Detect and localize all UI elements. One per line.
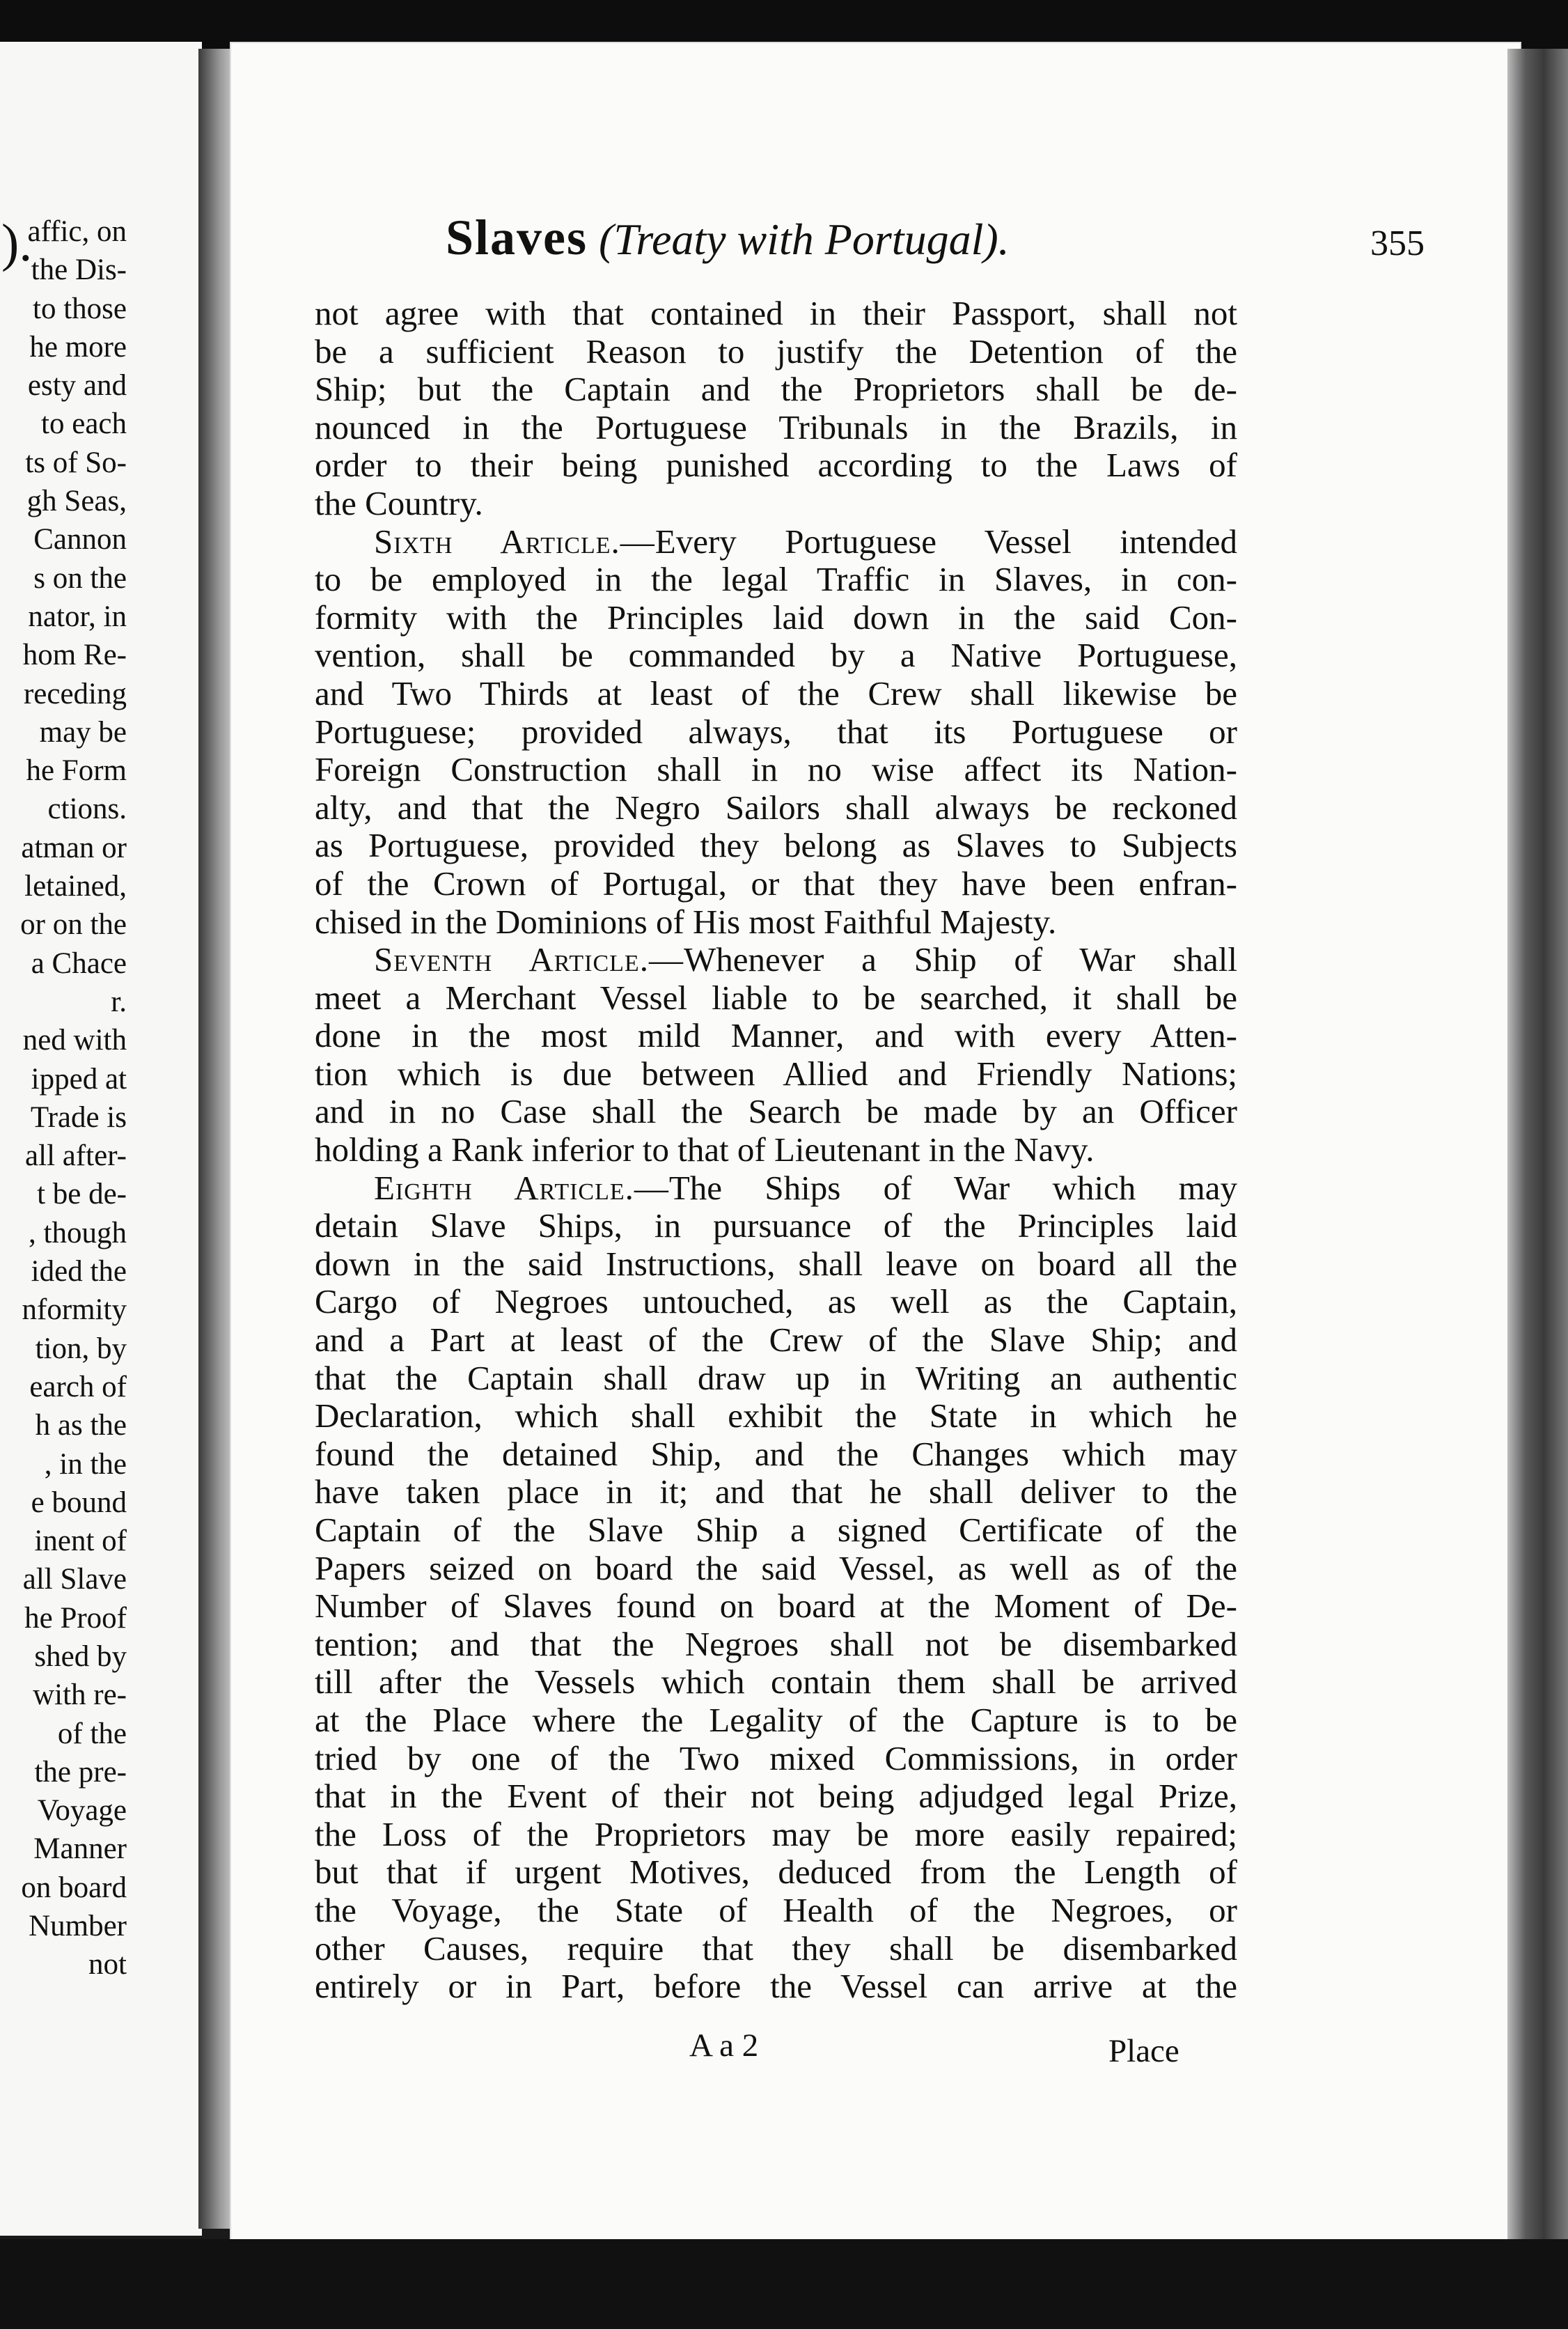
text-line: but that if urgent Motives, deduced from the Length of	[315, 1853, 1237, 1892]
left-page-line: the Dis-	[31, 254, 127, 287]
text-line: chised in the Dominions of His most Faithful Majesty.	[315, 902, 1057, 941]
left-page-line: receding	[23, 677, 127, 710]
left-page-line: ts of So-	[25, 446, 127, 479]
page-edge	[1507, 49, 1568, 2250]
text-line: be a sufficient Reason to justify the Detention of the	[315, 332, 1237, 371]
catchword: Place	[1108, 2033, 1179, 2069]
text-line: Number of Slaves found on board at the Moment of De-	[315, 1587, 1237, 1626]
text-line: Foreign Construction shall in no wise affect its Nation-	[315, 750, 1237, 789]
text-line: that in the Event of their not being adjudged legal Prize,	[315, 1777, 1237, 1816]
text-line: not agree with that contained in their Passport, shall not	[315, 294, 1237, 332]
left-page-line: he more	[29, 330, 127, 364]
text-line: and a Part at least of the Crew of the Slave Ship; and	[315, 1321, 1237, 1360]
text-line: done in the most mild Manner, and with every Atten-	[315, 1016, 1237, 1055]
text-line: formity with the Principles laid down in the said Con-	[315, 598, 1237, 637]
text-line: the Country.	[315, 483, 483, 522]
text-line: Portuguese; provided always, that its Portuguese or	[315, 712, 1237, 751]
text-line: detain Slave Ships, in pursuance of the Principles laid	[315, 1206, 1237, 1245]
scan-bottom-border	[0, 2239, 1568, 2329]
left-page-line: ctions.	[47, 793, 127, 826]
left-page-line: letained,	[24, 870, 127, 903]
left-page-line: to those	[33, 292, 127, 325]
left-page-line: tion, by	[35, 1332, 127, 1365]
text-line: found the detained Ship, and the Changes which may	[315, 1434, 1237, 1473]
text-line: till after the Vessels which contain them shall be arrived	[315, 1662, 1237, 1701]
left-page-line: ided the	[31, 1255, 127, 1288]
text-line: the Voyage, the State of Health of the Negroes, or	[315, 1890, 1237, 1929]
left-page-bracket: ).	[1, 214, 33, 272]
text-line: nounced in the Portuguese Tribunals in the Brazils, in	[315, 407, 1237, 446]
left-page-line: a Chace	[31, 947, 127, 980]
left-page-line: all Slave	[22, 1563, 127, 1596]
left-page-line: shed by	[34, 1639, 127, 1673]
left-page-line: t be de-	[37, 1178, 127, 1211]
left-page-line: hom Re-	[22, 639, 127, 672]
text-line: Ship; but the Captain and the Proprietors shall be de-	[315, 370, 1237, 409]
left-page-line: Manner	[33, 1832, 127, 1866]
running-title: Slaves	[446, 210, 588, 265]
running-header	[446, 209, 1010, 267]
left-page-line: h as the	[35, 1409, 127, 1442]
left-page-line: s on the	[33, 561, 127, 595]
text-line: to be employed in the legal Traffic in Slaves, in con-	[315, 560, 1237, 599]
text-line: Captain of the Slave Ship a signed Certificate of the	[315, 1511, 1237, 1549]
article-eight-first-line	[315, 1169, 1237, 1208]
signature-mark: A a 2	[689, 2027, 759, 2064]
article-heading: Eighth Article.—	[374, 1168, 669, 1207]
left-page-line: ned with	[22, 1024, 127, 1057]
left-page-line: of the	[57, 1717, 127, 1750]
text-line: alty, and that the Negro Sailors shall always be reckoned	[315, 788, 1237, 827]
left-page-line: to each	[41, 407, 127, 441]
left-page-line: Number	[29, 1910, 127, 1943]
page-number: 355	[1370, 224, 1425, 263]
left-page-line: earch of	[29, 1370, 127, 1403]
body-text	[315, 295, 1237, 2006]
left-page-line: gh Seas,	[26, 485, 127, 518]
left-page-line: affic, on	[27, 215, 127, 248]
text-line: The Ships of War which may	[668, 1168, 1237, 1207]
left-page-line: he Proof	[24, 1601, 127, 1635]
text-line: Declaration, which shall exhibit the State in which he	[315, 1396, 1237, 1435]
text-line: meet a Merchant Vessel liable to be searched, it shall be	[315, 978, 1237, 1017]
left-facing-page	[0, 42, 202, 2236]
left-page-line: may be	[39, 715, 127, 749]
running-subtitle: (Treaty with Portugal).	[599, 215, 1010, 264]
text-line: entirely or in Part, before the Vessel can arrive at the	[315, 1967, 1237, 2006]
text-line: the Loss of the Proprietors may be more easily repaired;	[315, 1814, 1237, 1853]
left-page-line: not	[88, 1948, 127, 1981]
left-page-line: esty and	[27, 369, 127, 403]
text-line: have taken place in it; and that he shall deliver to the	[315, 1472, 1237, 1511]
text-line: vention, shall be commanded by a Native Portuguese,	[315, 636, 1237, 675]
text-line: Whenever a Ship of War shall	[683, 940, 1238, 979]
left-page-line: he Form	[26, 754, 127, 788]
left-page-line: all after-	[25, 1139, 127, 1173]
text-line: at the Place where the Legality of the Capture is to be	[315, 1700, 1237, 1739]
left-page-line: Cannon	[33, 523, 127, 556]
left-page-line: atman or	[21, 831, 127, 864]
text-line: order to their being punished according to the Laws of	[315, 446, 1237, 485]
left-page-line: r.	[111, 985, 127, 1018]
left-page-text	[20, 212, 127, 1984]
text-line: that the Captain shall draw up in Writing an authentic	[315, 1358, 1237, 1397]
text-line: and Two Thirds at least of the Crew shall likewise be	[315, 673, 1237, 712]
article-six-first-line	[315, 523, 1237, 561]
left-page-line: Trade is	[30, 1100, 127, 1134]
left-page-line: with re-	[33, 1678, 127, 1712]
left-page-line: nformity	[22, 1293, 127, 1327]
text-line: Papers seized on board the said Vessel, as well as of the	[315, 1548, 1237, 1587]
left-page-line: nator, in	[28, 600, 127, 633]
left-page-line: or on the	[20, 908, 127, 942]
text-line: and in no Case shall the Search be made by an Officer	[315, 1092, 1237, 1131]
text-line: Cargo of Negroes untouched, as well as the Captain,	[315, 1282, 1237, 1321]
text-line: Every Portuguese Vessel intended	[654, 522, 1237, 561]
text-line: tention; and that the Negroes shall not be disembarked	[315, 1624, 1237, 1663]
text-line: other Causes, require that they shall be disembarked	[315, 1929, 1237, 1968]
text-line: holding a Rank inferior to that of Lieutenant in the Navy.	[315, 1130, 1095, 1169]
left-page-line: Voyage	[37, 1794, 127, 1828]
text-line: tion which is due between Allied and Friendly Nations;	[315, 1054, 1237, 1093]
text-line: tried by one of the Two mixed Commissions, in order	[315, 1738, 1237, 1777]
article-heading: Sixth Article.—	[374, 522, 655, 561]
left-page-line: the pre-	[34, 1755, 127, 1789]
left-page-line: inent of	[34, 1525, 127, 1558]
left-page-line: , though	[29, 1216, 127, 1249]
article-heading: Seventh Article.—	[374, 940, 684, 979]
left-page-line: e bound	[31, 1486, 127, 1519]
left-page-line: on board	[21, 1871, 127, 1904]
left-page-line: , in the	[44, 1447, 127, 1481]
text-line: down in the said Instructions, shall leave on board all the	[315, 1244, 1237, 1283]
text-line: as Portuguese, provided they belong as Slaves to Subjects	[315, 826, 1237, 865]
article-seven-first-line	[315, 941, 1237, 979]
text-line: of the Crown of Portugal, or that they have been enfran-	[315, 864, 1237, 903]
left-page-line: ipped at	[31, 1062, 127, 1096]
